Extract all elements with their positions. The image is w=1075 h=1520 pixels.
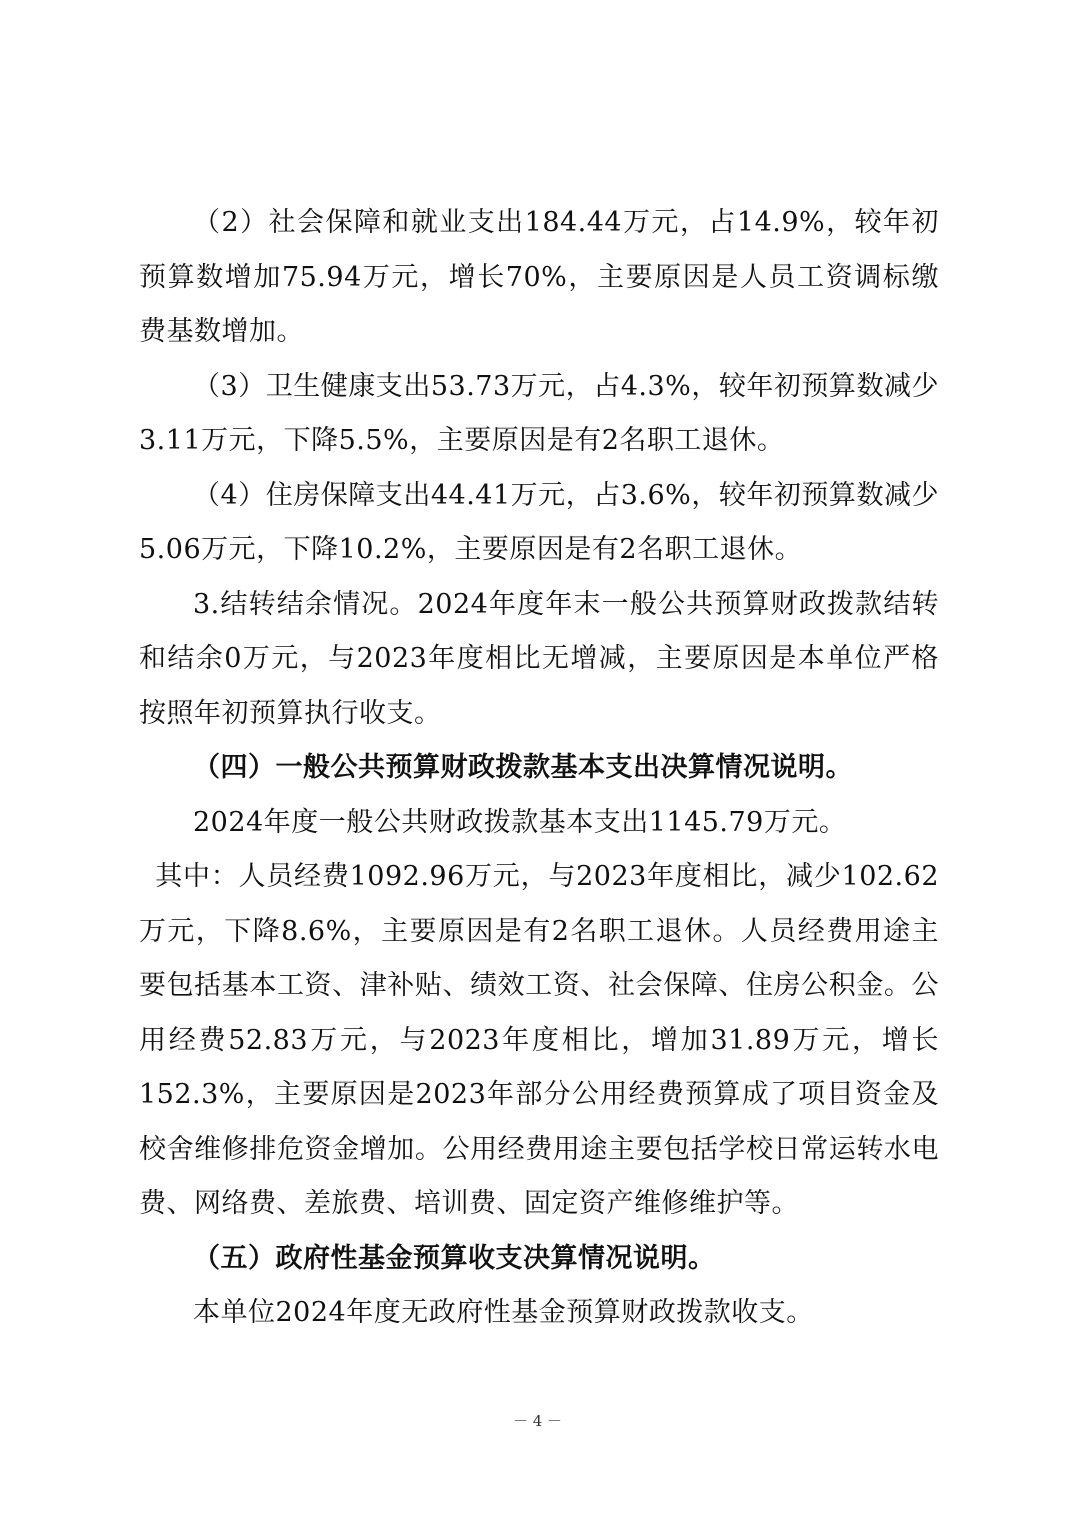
paragraph-government-fund: 本单位2024年度无政府性基金预算财政拨款收支。 [193,1297,814,1328]
paragraph-personnel-public-expenses: 其中：人员经费1092.96万元，与2023年度相比，减少102.62万元，下降8.6%，主要原因是有2名职工退休。人员经费用途主要包括基本工资、津补贴、绩效工资、社会保障、住房公积金。公用经费52.83万元，与2023年度相比，增加31.89万元，增长152.3%，主要原因是2023年部分公用经费预算成了项目资金及校舍维修排危资金增加。公用经费用途主要包括学校日常运转水电费、网络费、差旅费、培训费、固定资产维修维护等。 [139,861,939,1219]
document-body [139,196,939,1341]
section-heading-basic-expenditure: （四）一般公共预算财政拨款基本支出决算情况说明。 [193,752,853,783]
page-number: － 4 － [512,1412,563,1430]
paragraph-housing: （4）住房保障支出44.41万元，占3.6%，较年初预算数减少5.06万元，下降10.2%，主要原因是有2名职工退休。 [139,479,939,565]
paragraph-carryover: 3.结转结余情况。2024年度年末一般公共预算财政拨款结转和结余0万元，与2023年度相比无增减，主要原因是本单位严格按照年初预算执行收支。 [139,588,939,729]
paragraph-health: （3）卫生健康支出53.73万元，占4.3%，较年初预算数减少3.11万元，下降5.5%，主要原因是有2名职工退休。 [139,370,939,456]
paragraph-social-security: （2）社会保障和就业支出184.44万元，占14.9%，较年初预算数增加75.94万元，增长70%，主要原因是人员工资调标缴费基数增加。 [139,207,939,347]
section-heading-government-fund: （五）政府性基金预算收支决算情况说明。 [193,1242,716,1274]
paragraph-basic-expenditure-total: 2024年度一般公共财政拨款基本支出1145.79万元。 [193,806,847,838]
